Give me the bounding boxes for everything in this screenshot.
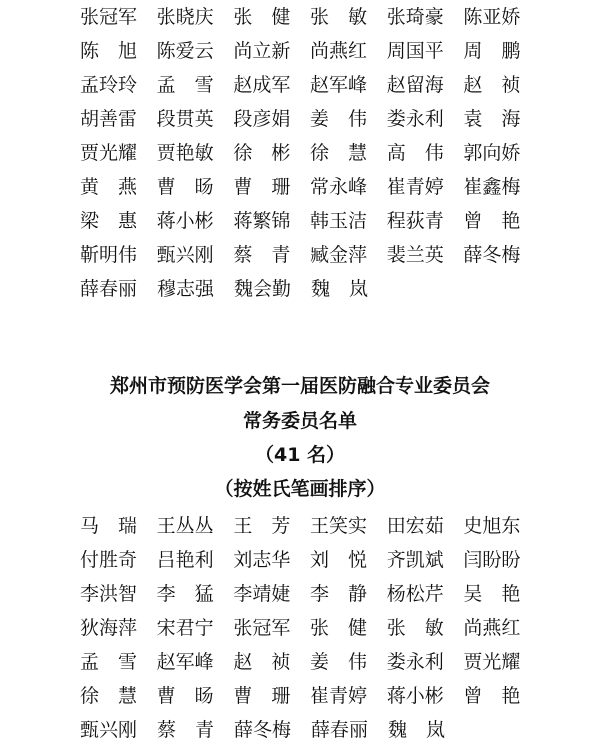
member-name: 赵留海 [386, 74, 444, 96]
name-row [80, 543, 540, 577]
member-name: 赵军峰 [310, 74, 368, 96]
member-name: 张 健 [233, 6, 291, 28]
member-name: 郭向娇 [463, 142, 521, 164]
name-row [80, 102, 540, 136]
member-name: 尚立新 [233, 40, 291, 62]
member-name: 贾光耀 [463, 651, 521, 673]
name-row [80, 0, 540, 34]
member-name: 韩玉洁 [310, 210, 368, 232]
member-name: 段贯英 [156, 108, 214, 130]
member-name: 魏 岚 [311, 278, 369, 300]
member-name: 杨松芹 [386, 583, 444, 605]
member-name: 孟玲玲 [80, 74, 138, 96]
name-row [80, 645, 540, 679]
member-name-list-top [80, 0, 540, 306]
name-row [80, 136, 540, 170]
member-name: 张 敏 [310, 6, 368, 28]
member-name: 陈 旭 [80, 40, 138, 62]
member-name: 曹 旸 [156, 176, 214, 198]
member-name: 张琦豪 [386, 6, 444, 28]
member-name: 崔青婷 [310, 685, 368, 707]
member-name: 曹 珊 [233, 176, 291, 198]
member-name: 刘 悦 [310, 549, 368, 571]
member-name: 李靖婕 [233, 583, 291, 605]
name-row [80, 238, 540, 272]
member-name: 孟 雪 [156, 74, 214, 96]
member-name: 娄永利 [386, 651, 444, 673]
member-name: 尚燕红 [463, 617, 521, 639]
name-row [80, 713, 540, 747]
member-name: 曾 艳 [463, 685, 521, 707]
member-name: 蒋小彬 [386, 685, 444, 707]
member-name: 袁 海 [463, 108, 521, 130]
member-name: 狄海萍 [80, 617, 138, 639]
member-name: 蔡 青 [233, 244, 291, 266]
member-name: 崔鑫梅 [463, 176, 521, 198]
member-count: （41 名） [254, 444, 346, 466]
member-name: 周 鹏 [463, 40, 521, 62]
member-name: 梁 惠 [80, 210, 138, 232]
member-name: 薛冬梅 [463, 244, 521, 266]
member-name: 宋君宁 [156, 617, 214, 639]
member-name: 刘志华 [233, 549, 291, 571]
member-name: 齐凯斌 [386, 549, 444, 571]
member-name: 甄兴刚 [80, 719, 138, 741]
member-name: 史旭东 [463, 515, 521, 537]
member-name: 闫盼盼 [463, 549, 521, 571]
member-name: 崔青婷 [386, 176, 444, 198]
order-note: （按姓氏笔画排序） [214, 478, 386, 500]
member-name: 姜 伟 [310, 108, 368, 130]
name-row [80, 509, 540, 543]
member-name: 曹 旸 [156, 685, 214, 707]
member-name: 靳明伟 [80, 244, 138, 266]
member-name: 田宏茹 [386, 515, 444, 537]
member-name: 徐 彬 [233, 142, 291, 164]
section-title-line2: 常务委员名单 [242, 410, 357, 432]
member-name: 娄永利 [386, 108, 444, 130]
member-name: 尚燕红 [310, 40, 368, 62]
member-name: 曹 珊 [233, 685, 291, 707]
member-name: 张 敏 [386, 617, 444, 639]
member-name: 赵 祯 [463, 74, 521, 96]
member-name: 马 瑞 [80, 515, 138, 537]
member-name: 陈爱云 [156, 40, 214, 62]
name-row [80, 170, 540, 204]
member-name: 薛春丽 [311, 719, 369, 741]
member-name: 吕艳利 [156, 549, 214, 571]
member-name: 陈亚娇 [463, 6, 521, 28]
member-name: 姜 伟 [310, 651, 368, 673]
member-name: 王丛丛 [156, 515, 214, 537]
member-name: 徐 慧 [80, 685, 138, 707]
member-name: 赵 祯 [233, 651, 291, 673]
member-name: 裴兰英 [386, 244, 444, 266]
member-name: 程荻青 [386, 210, 444, 232]
member-name: 张冠军 [80, 6, 138, 28]
member-name: 蒋繁锦 [233, 210, 291, 232]
name-row [80, 679, 540, 713]
member-name: 穆志强 [157, 278, 215, 300]
member-name: 段彦娟 [233, 108, 291, 130]
member-name: 王 芳 [233, 515, 291, 537]
member-name: 徐 慧 [310, 142, 368, 164]
member-name: 李 猛 [156, 583, 214, 605]
member-name: 赵成军 [233, 74, 291, 96]
member-name: 蔡 青 [157, 719, 215, 741]
member-name: 周国平 [386, 40, 444, 62]
member-name: 胡善雷 [80, 108, 138, 130]
section-title-line1: 郑州市预防医学会第一届医防融合专业委员会 [109, 375, 490, 397]
member-name: 贾艳敏 [156, 142, 214, 164]
member-name: 臧金萍 [310, 244, 368, 266]
member-name: 薛春丽 [80, 278, 138, 300]
member-name: 薛冬梅 [234, 719, 292, 741]
name-row [80, 204, 540, 238]
member-name: 王笑实 [310, 515, 368, 537]
name-row [80, 68, 540, 102]
member-name: 张晓庆 [156, 6, 214, 28]
name-row [80, 611, 540, 645]
member-name: 曾 艳 [463, 210, 521, 232]
member-name: 付胜奇 [80, 549, 138, 571]
standing-member-name-list [80, 509, 540, 747]
member-name: 吴 艳 [463, 583, 521, 605]
member-name: 高 伟 [386, 142, 444, 164]
member-name: 黄 燕 [80, 176, 138, 198]
member-name: 张 健 [310, 617, 368, 639]
member-name: 赵军峰 [156, 651, 214, 673]
name-row [80, 34, 540, 68]
name-row [80, 577, 540, 611]
member-name: 魏 岚 [388, 719, 446, 741]
member-name: 贾光耀 [80, 142, 138, 164]
member-name: 甄兴刚 [156, 244, 214, 266]
member-name: 蒋小彬 [156, 210, 214, 232]
member-name: 常永峰 [310, 176, 368, 198]
member-name: 魏会勤 [234, 278, 292, 300]
member-name: 张冠军 [233, 617, 291, 639]
name-row [80, 272, 540, 306]
member-name: 李 静 [310, 583, 368, 605]
member-name: 李洪智 [80, 583, 138, 605]
member-name: 孟 雪 [80, 651, 138, 673]
